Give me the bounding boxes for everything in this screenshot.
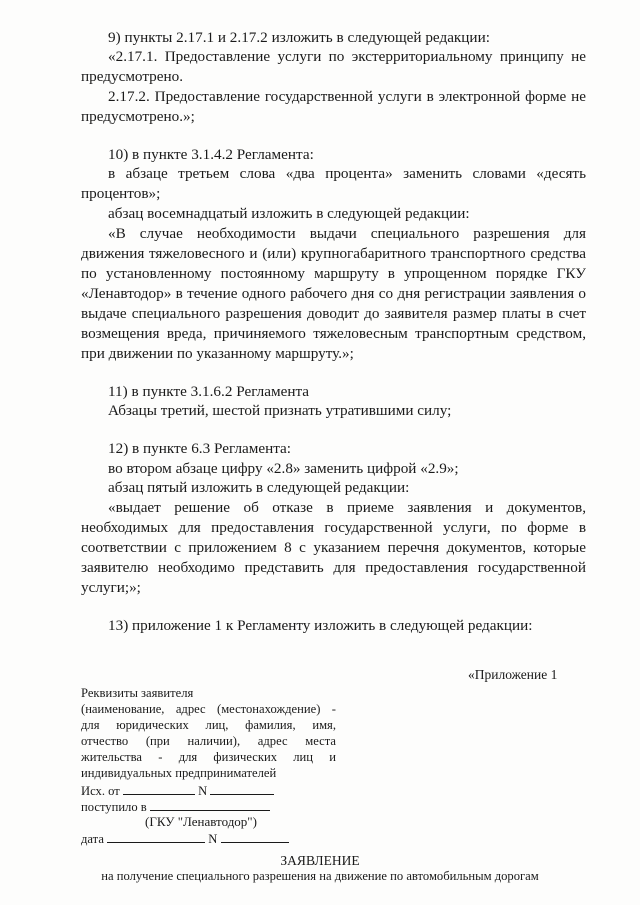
statement-title: ЗАЯВЛЕНИЕ <box>280 853 360 868</box>
outgoing-date-field[interactable] <box>123 782 195 795</box>
item-12-line: во втором абзаце цифру «2.8» заменить цифрой «2.9»; <box>108 460 459 477</box>
date-number-field[interactable] <box>221 830 289 843</box>
item-10-line: процентов»; <box>81 185 161 202</box>
item-10-quote-line: при движении по указанному маршруту.»; <box>81 345 354 362</box>
date-label: дата <box>81 832 104 846</box>
item-9-line: предусмотрено. <box>81 68 184 85</box>
applicant-requisites-line: для юридических лиц, фамилия, имя, <box>81 718 336 732</box>
received-row <box>81 798 270 815</box>
date-number-label: N <box>208 832 218 846</box>
item-12-quote-line: соответствии с приложением 8 с указанием перечня документов, которые <box>81 539 586 556</box>
item-9-line: «2.17.1. Предоставление услуги по экстерриториальному принципу не <box>108 48 586 65</box>
item-9-line: предусмотрено.»; <box>81 108 195 125</box>
applicant-requisites-line: индивидуальных предпринимателей <box>81 766 277 780</box>
item-12-quote-line: «выдает решение об отказе в приеме заявления и документов, <box>108 499 586 516</box>
recipient-label: (ГКУ "Ленавтодор") <box>145 814 257 829</box>
applicant-requisites-line: отчество (при наличии), адрес места <box>81 734 336 748</box>
item-10-quote-line: движения тяжеловесного и (или) крупногабаритного транспортного средства <box>81 245 586 262</box>
item-10-heading: 10) в пункте 3.1.4.2 Регламента: <box>108 146 314 163</box>
item-12-heading: 12) в пункте 6.3 Регламента: <box>108 440 292 457</box>
item-10-quote-line: «В случае необходимости выдачи специального разрешения для <box>108 225 586 242</box>
received-label: поступило в <box>81 800 147 814</box>
applicant-requisites-line: жительства - для физических лиц и <box>81 750 336 764</box>
item-11-line: Абзацы третий, шестой признать утратившими силу; <box>108 402 452 419</box>
applicant-requisites-line: (наименование, адрес (местонахождение) - <box>81 702 336 716</box>
item-12-quote-line: заявителю необходимо представить для предоставления государственной <box>81 559 586 576</box>
item-9-heading: 9) пункты 2.17.1 и 2.17.2 изложить в следующей редакции: <box>108 29 490 46</box>
item-9-line: 2.17.2. Предоставление государственной услуги в электронной форме не <box>108 88 586 105</box>
item-10-quote-line: по установленному постоянному маршруту в упрощенном порядке ГКУ <box>81 265 586 282</box>
item-13-heading: 13) приложение 1 к Регламенту изложить в следующей редакции: <box>108 617 533 634</box>
item-12-quote-line: необходимых для предоставления государственной услуги, по форме в <box>81 519 586 536</box>
outgoing-number-label: N <box>198 784 208 798</box>
item-10-quote-line: возмещения вреда, причиняемого тяжеловесным транспортным средством, <box>81 325 586 342</box>
annex-label: «Приложение 1 <box>468 667 558 682</box>
outgoing-label: Исх. от <box>81 784 120 798</box>
statement-subtitle: на получение специального разрешения на движение по автомобильным дорогам <box>101 869 539 883</box>
date-field[interactable] <box>107 830 205 843</box>
outgoing-number-field[interactable] <box>210 782 274 795</box>
received-field[interactable] <box>150 798 270 811</box>
item-10-line: в абзаце третьем слова «два процента» заменить словами «десять <box>108 165 586 182</box>
date-row <box>81 830 289 847</box>
item-11-heading: 11) в пункте 3.1.6.2 Регламента <box>108 383 310 400</box>
item-12-quote-line: услуги;»; <box>81 579 141 596</box>
item-10-quote-line: выдаче специального разрешения доводит до заявителя размер платы в счет <box>81 305 586 322</box>
item-12-line: абзац пятый изложить в следующей редакции: <box>108 479 410 496</box>
item-10-quote-line: «Ленавтодор» в течение одного рабочего дня со дня регистрации заявления о <box>81 285 586 302</box>
applicant-requisites-title: Реквизиты заявителя <box>81 686 194 700</box>
item-10-line: абзац восемнадцатый изложить в следующей редакции: <box>108 205 470 222</box>
outgoing-row <box>81 782 274 799</box>
